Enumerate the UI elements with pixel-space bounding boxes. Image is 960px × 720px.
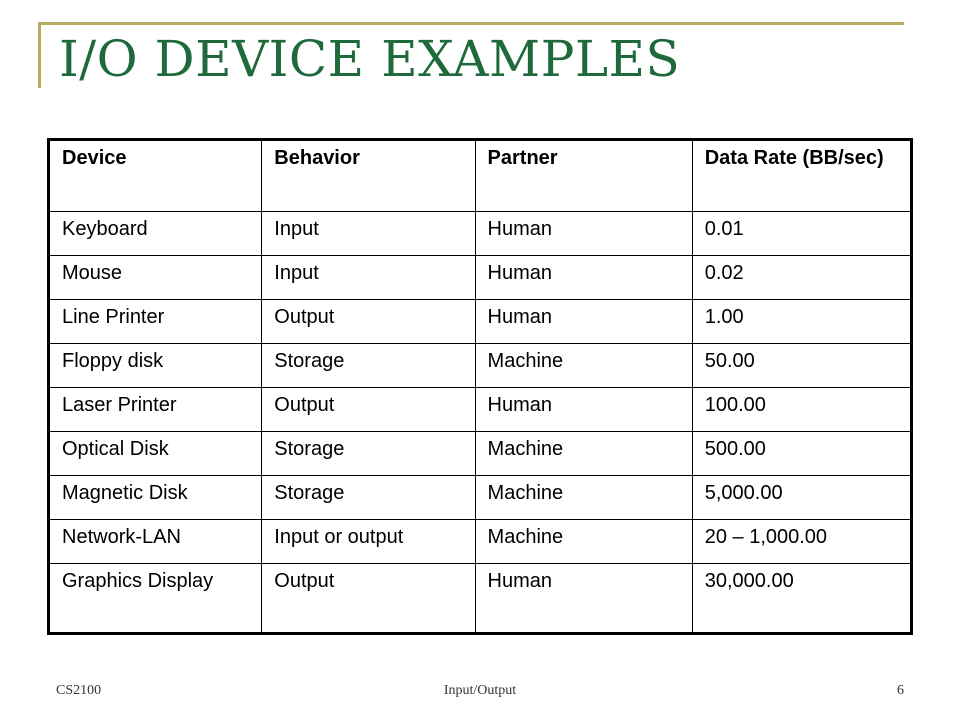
cell-device: Laser Printer [49,388,262,432]
table-row [49,432,912,476]
cell-partner: Human [475,388,692,432]
cell-data-rate: 20 – 1,000.00 [692,520,911,564]
table-row [49,212,912,256]
cell-data-rate: 0.01 [692,212,911,256]
cell-device: Floppy disk [49,344,262,388]
cell-data-rate: 1.00 [692,300,911,344]
table-row [49,476,912,520]
cell-partner: Machine [475,432,692,476]
header-behavior: Behavior [262,140,475,212]
cell-device: Mouse [49,256,262,300]
cell-behavior: Output [262,388,475,432]
cell-behavior: Storage [262,432,475,476]
table-row [49,300,912,344]
accent-border-left [38,22,41,88]
cell-behavior: Output [262,300,475,344]
cell-partner: Machine [475,344,692,388]
table-row [49,344,912,388]
cell-partner: Human [475,212,692,256]
header-device: Device [49,140,262,212]
cell-partner: Human [475,564,692,634]
cell-data-rate: 100.00 [692,388,911,432]
cell-behavior: Input [262,212,475,256]
cell-device: Graphics Display [49,564,262,634]
cell-data-rate: 50.00 [692,344,911,388]
cell-behavior: Input or output [262,520,475,564]
cell-device: Network-LAN [49,520,262,564]
footer-topic: Input/Output [443,683,517,698]
footer-course-code: CS2100 [56,683,102,698]
cell-data-rate: 30,000.00 [692,564,911,634]
cell-device: Optical Disk [49,432,262,476]
cell-behavior: Storage [262,476,475,520]
table-row [49,256,912,300]
header-data-rate: Data Rate (BB/sec) [692,140,911,212]
table-row [49,520,912,564]
cell-device: Keyboard [49,212,262,256]
cell-partner: Human [475,256,692,300]
cell-device: Magnetic Disk [49,476,262,520]
cell-data-rate: 5,000.00 [692,476,911,520]
cell-partner: Machine [475,476,692,520]
table-header-row [49,140,912,212]
table-row [49,564,912,634]
header-partner: Partner [475,140,692,212]
cell-partner: Human [475,300,692,344]
cell-data-rate: 500.00 [692,432,911,476]
cell-behavior: Output [262,564,475,634]
cell-behavior: Storage [262,344,475,388]
cell-data-rate: 0.02 [692,256,911,300]
device-table [47,138,913,635]
table-row [49,388,912,432]
footer-page-number: 6 [897,683,904,698]
accent-border-top [38,22,904,25]
cell-partner: Machine [475,520,692,564]
cell-behavior: Input [262,256,475,300]
slide-title: I/O DEVICE EXAMPLES [59,30,681,88]
cell-device: Line Printer [49,300,262,344]
